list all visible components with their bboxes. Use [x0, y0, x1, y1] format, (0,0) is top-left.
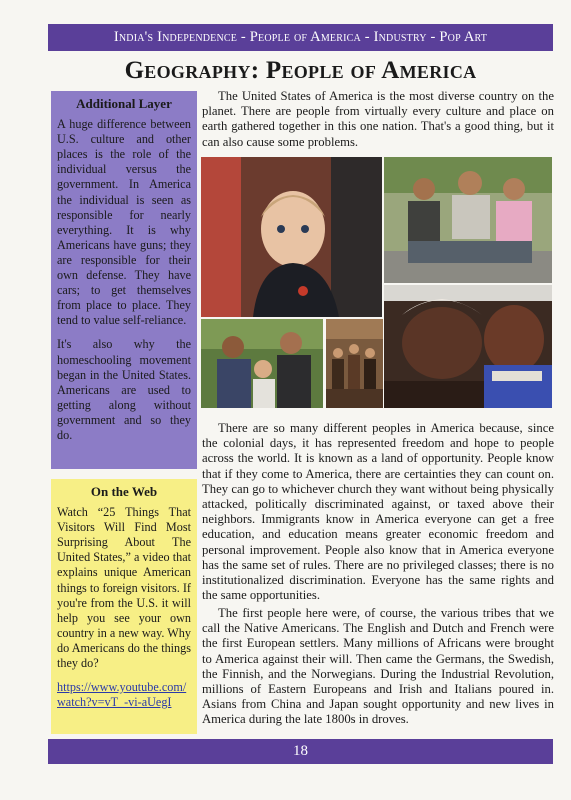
people-photo-collage: [201, 157, 552, 408]
on-the-web-box: [51, 479, 197, 734]
page-title: Geography: People of America: [124, 57, 477, 84]
on-the-web-text: Watch “25 Things That Visitors Will Find Most Surprising About The United States,” a video that explains unique American things to foreign visitors. If you're from the U.S. it will help you see your own country in a new way. Why do Americans do the things they do?: [57, 505, 191, 671]
additional-layer-paragraph: It's also why the homeschooling movement began in the United States. Americans are used to getting along without government and so they do.: [57, 337, 191, 442]
additional-layer-paragraph: A huge difference between U.S. culture and other places is the role of the individual versus the government. In America the individual is seen as responsible for nearly everything. It is why Americans have guns; they are responsible for their own defense. They have cars; to get themselves from place to place. They tend to value self-reliance.: [57, 117, 191, 328]
header-topics: India's Independence - People of America - Industry - Pop Art: [113, 29, 488, 45]
toddler-photo: [201, 157, 382, 317]
family-photo: [201, 319, 323, 408]
additional-layer-title: Additional Layer: [76, 96, 172, 111]
historic-immigrants-photo: [326, 319, 383, 408]
additional-layer-box: [51, 91, 197, 469]
youtube-link[interactable]: https://www.youtube.com/watch?v=vT_-vi-aUegI: [57, 680, 187, 710]
on-the-web-title: On the Web: [90, 484, 158, 499]
teenagers-photo: [384, 157, 552, 283]
father-child-photo: [384, 285, 552, 408]
page-number: 18: [293, 743, 308, 759]
header-topic-band: [48, 24, 553, 51]
first-people-paragraph: The first people here were, of course, the various tribes that we call the Native Americans. The English and Dutch and French were the first European settlers. Many millions of Africans were brought to America against their will. Then came the Germans, the Swedish, the Finnish, and the Norwegians. During the Industrial Revolution, millions of Eastern Europeans and Irish and Italians poured in. Asians from China and Japan sought opportunity and new lives in America during the late 1800s in droves.: [202, 606, 554, 727]
intro-paragraph: The United States of America is the most diverse country on the planet. There are people from virtually every culture and place on earth gathered together in this one nation. That's a good thing, but it can also cause some problems.: [202, 89, 554, 149]
footer-band: [48, 739, 553, 764]
freedom-paragraph: There are so many different peoples in America because, since the colonial days, it has represented freedom and hope to people across the world. It is known as a land of opportunity. People know that if they come to America, there are certainties they can count on. They can go to whichever church they want without being physically attacked, politically discriminated against, or taxed above their neighbors. Immigrants know in America everyone can get a free education, and education means greater economic freedom and personal improvement. People also know that in America everyone has the same set of rules. There are no privileged classes; there is no institutionalized discrimination. Everyone has the same rights and the same opportunities.: [202, 421, 554, 603]
